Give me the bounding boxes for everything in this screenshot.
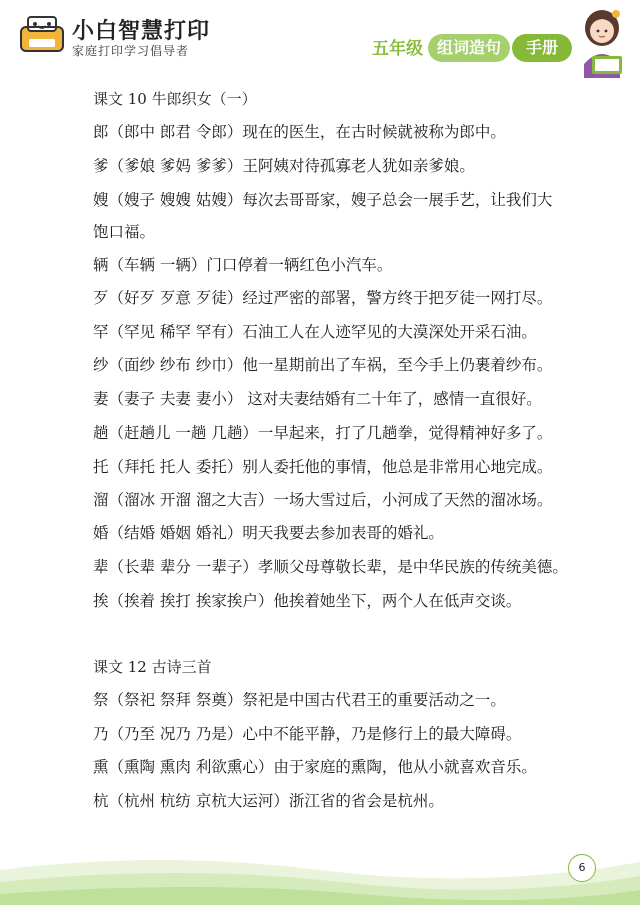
word-entry: 郎（郎中 郎君 令郎）现在的医生，在古时候就被称为郎中。	[93, 123, 506, 141]
brand-logo-icon	[18, 13, 66, 55]
word-entry: 杭（杭州 杭纺 京杭大运河）浙江省的省会是杭州。	[93, 792, 444, 810]
page-header	[0, 0, 640, 80]
word-entry: 纱（面纱 纱布 纱巾）他一星期前出了车祸，至今手上仍裹着纱布。	[93, 356, 553, 374]
title-tag-handbook: 手册	[512, 34, 572, 62]
lesson-12-title: 课文 12 古诗三首	[93, 658, 212, 676]
word-entry: 挨（挨着 挨打 挨家挨户）他挨着她坐下，两个人在低声交谈。	[93, 592, 522, 610]
word-entry: 爹（爹娘 爹妈 爹爹）王阿姨对待孤寡老人犹如亲爹娘。	[93, 157, 475, 175]
title-tag-word-sentence: 组词造句	[428, 34, 510, 62]
brand-slogan: 家庭打印学习倡导者	[72, 44, 190, 58]
word-entry: 罕（罕见 稀罕 罕有）石油工人在人迹罕见的大漠深处开采石油。	[93, 323, 537, 341]
lesson-10-title: 课文 10 牛郎织女（一）	[93, 90, 257, 108]
word-entry: 嫂（嫂子 嫂嫂 姑嫂）每次去哥哥家，嫂子总会一展手艺，让我们大	[93, 191, 553, 209]
grade-label: 五年级	[372, 39, 423, 59]
reading-girl-icon	[572, 4, 634, 78]
word-entry: 婚（结婚 婚姻 婚礼）明天我要去参加表哥的婚礼。	[93, 524, 444, 542]
brand-name: 小白智慧打印	[72, 19, 211, 44]
word-entry: 歹（好歹 歹意 歹徒）经过严密的部署，警方终于把歹徒一网打尽。	[93, 289, 553, 307]
word-entry: 趟（赶趟儿 一趟 几趟）一早起来，打了几趟拳，觉得精神好多了。	[93, 424, 553, 442]
word-entry: 熏（熏陶 熏肉 利欲熏心）由于家庭的熏陶，他从小就喜欢音乐。	[93, 758, 537, 776]
word-entry: 乃（乃至 况乃 乃是）心中不能平静，乃是修行上的最大障碍。	[93, 725, 522, 743]
word-entry: 辆（车辆 一辆）门口停着一辆红色小汽车。	[93, 256, 393, 274]
word-entry: 辈（长辈 辈分 一辈子）孝顺父母尊敬长辈，是中华民族的传统美德。	[93, 558, 568, 576]
word-entry: 托（拜托 托人 委托）别人委托他的事情，他总是非常用心地完成。	[93, 458, 553, 476]
word-entry-continuation: 饱口福。	[93, 223, 156, 241]
word-entry: 溜（溜冰 开溜 溜之大吉）一场大雪过后，小河成了天然的溜冰场。	[93, 491, 553, 509]
footer-wave-decoration	[0, 840, 640, 905]
word-entry: 妻（妻子 夫妻 妻小） 这对夫妻结婚有二十年了，感情一直很好。	[93, 390, 542, 408]
word-entry: 祭（祭祀 祭拜 祭奠）祭祀是中国古代君王的重要活动之一。	[93, 691, 506, 709]
page-number: 6	[568, 854, 596, 882]
